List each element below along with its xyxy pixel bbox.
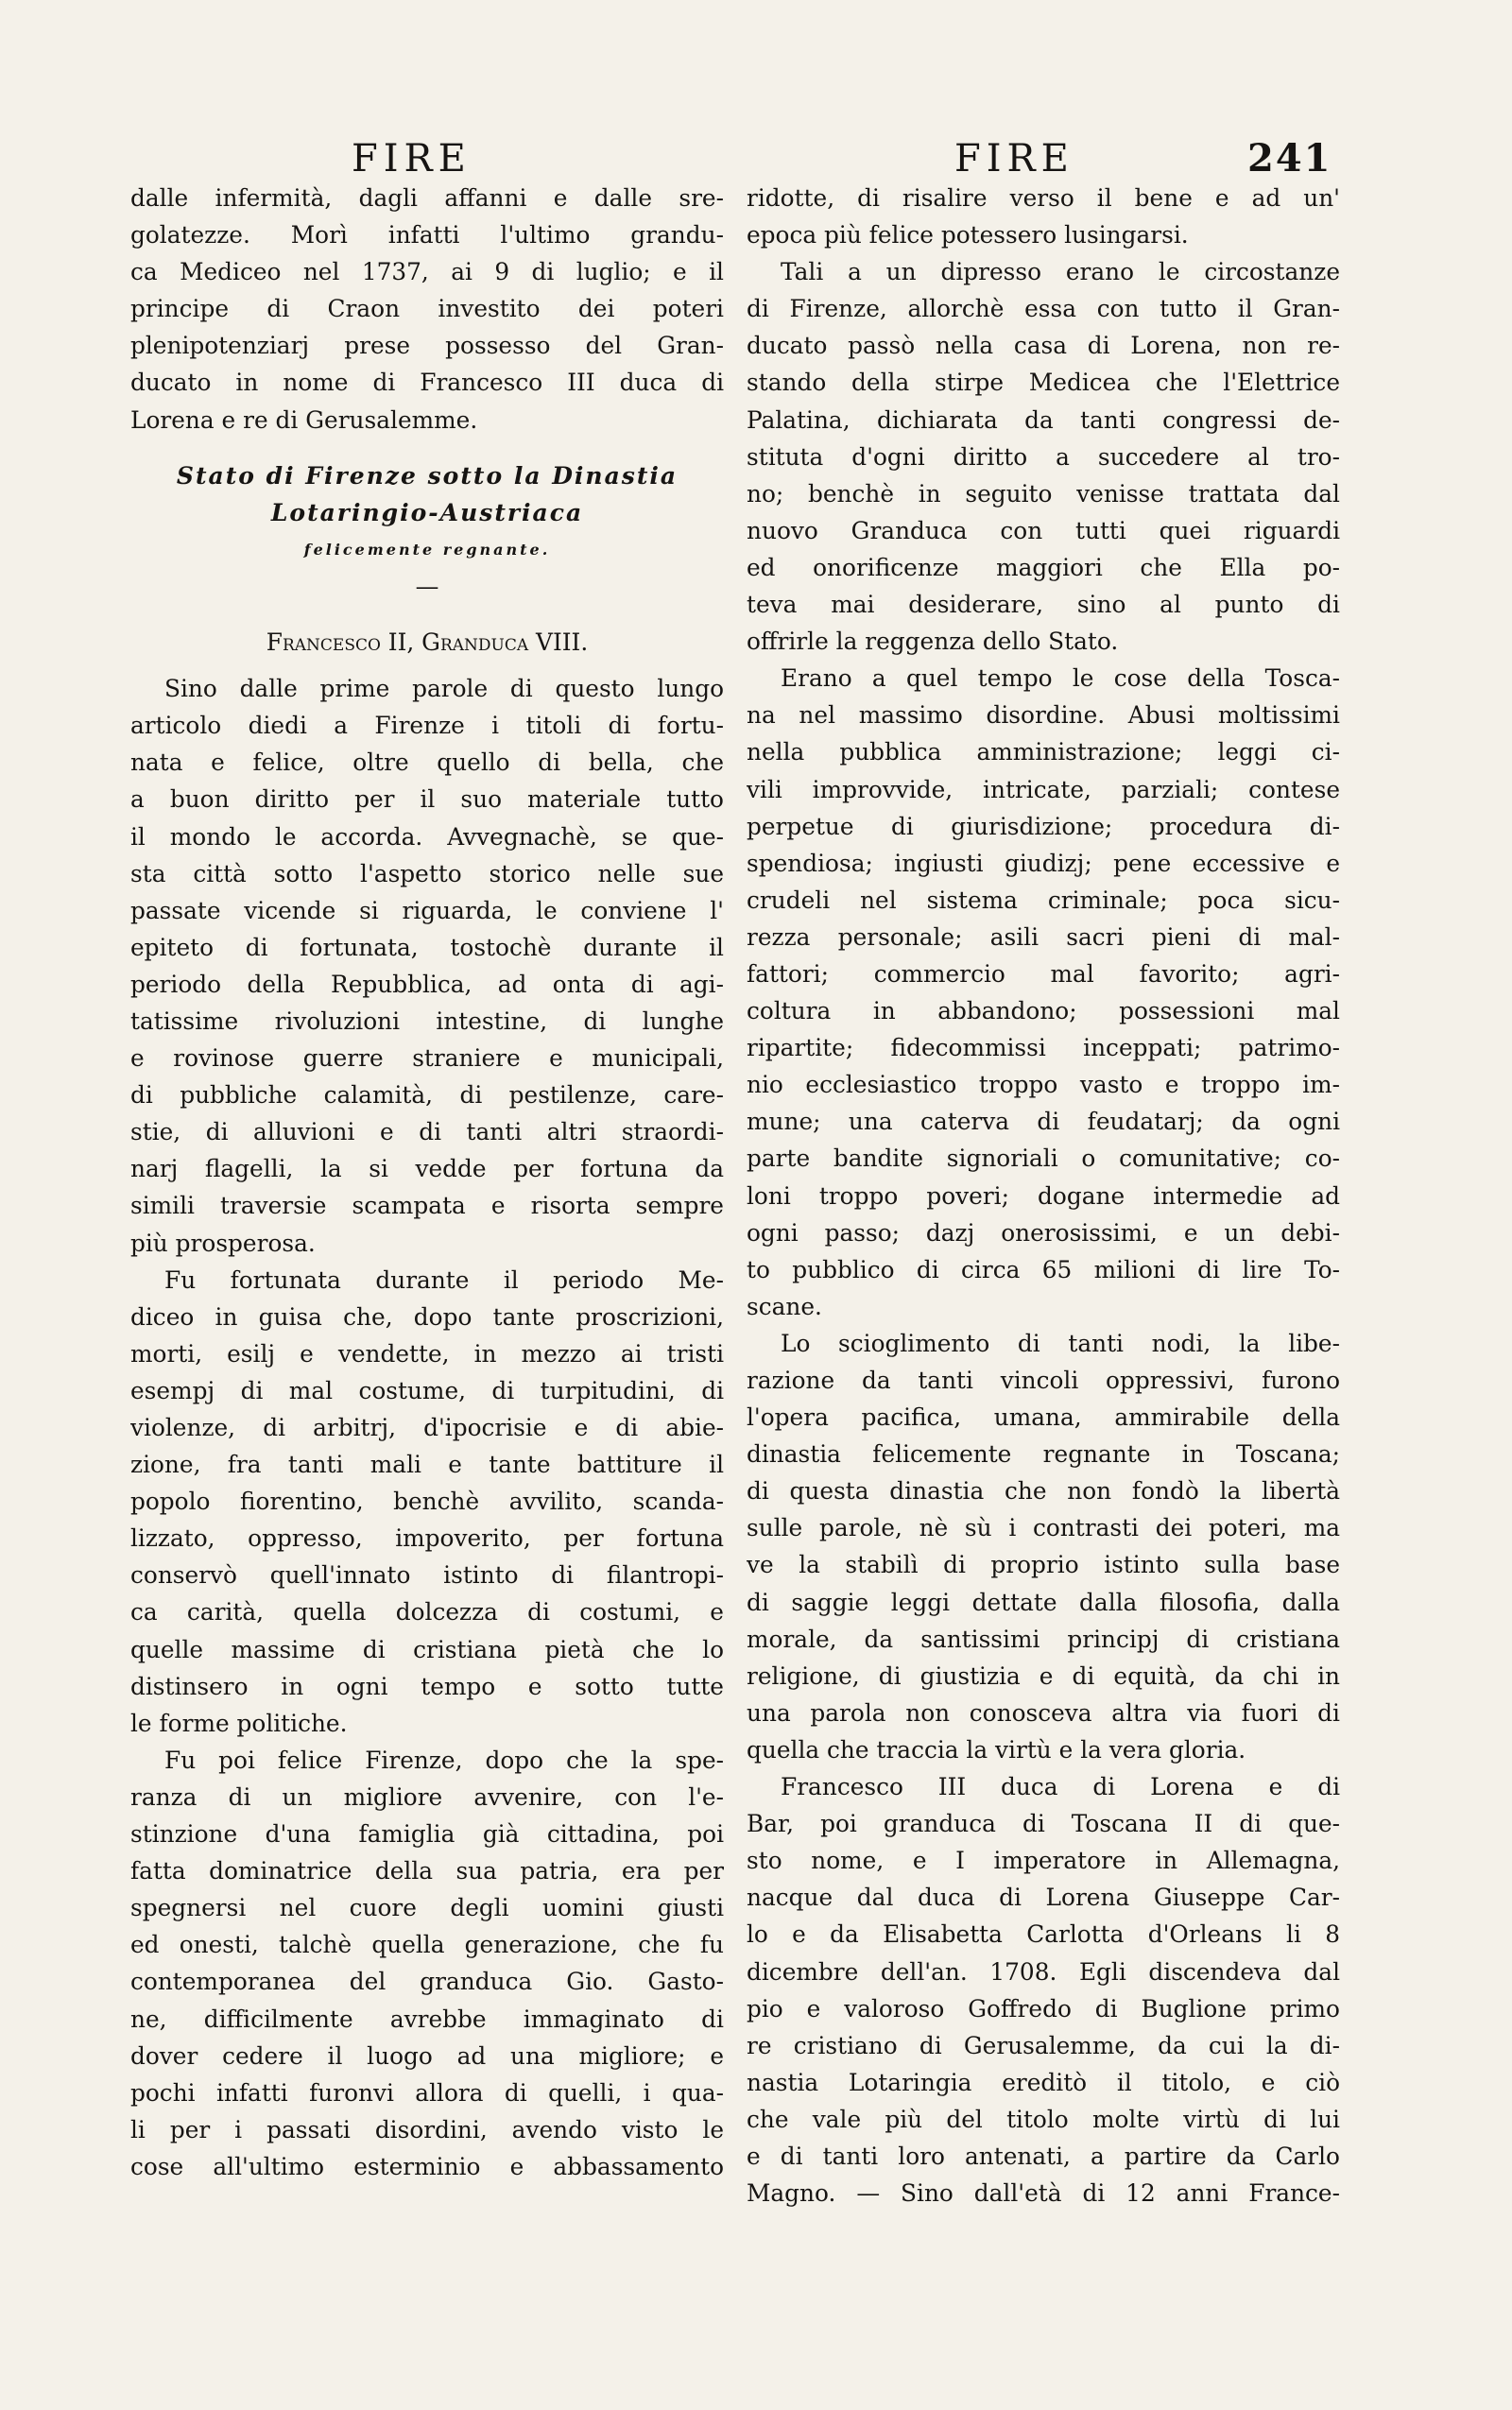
paragraph-line: perpetue di giurisdizione; procedura di- <box>747 812 1340 840</box>
paragraph-line: articolo diedi a Firenze i titoli di fortu- <box>130 712 724 740</box>
paragraph-line: il mondo le accorda. Avvegnachè, se que- <box>130 822 724 851</box>
paragraph-line: teva mai desiderare, sino al punto di <box>747 591 1340 619</box>
paragraph-line: fattori; commercio mal favorito; agri- <box>747 959 1340 988</box>
paragraph-line: conservò quell'innato istinto di filantropi- <box>130 1561 724 1590</box>
paragraph-line: Tali a un dipresso erano le circostanze <box>781 258 1340 286</box>
paragraph-line: ranza di un migliore avvenire, con l'e- <box>130 1782 724 1811</box>
paragraph-line: le forme politiche. <box>130 1709 348 1737</box>
paragraph-line: ed onorificenze maggiori che Ella po- <box>747 553 1340 581</box>
paragraph-line: Erano a quel tempo le cose della Tosca- <box>781 664 1340 693</box>
paragraph-line: scane. <box>747 1292 822 1320</box>
paragraph-line: re cristiano di Gerusalemme, da cui la di- <box>747 2031 1340 2059</box>
paragraph-line: ridotte, di risalire verso il bene e ad un' <box>747 184 1340 212</box>
paragraph-line: Lo scioglimento di tanti nodi, la libe- <box>781 1329 1340 1357</box>
paragraph-line: morale, da santissimi principj di cristiana <box>747 1625 1340 1653</box>
paragraph-line: li per i passati disordini, avendo visto le <box>130 2115 724 2143</box>
paragraph-line: più prosperosa. <box>130 1229 316 1257</box>
paragraph-line: offrirle la reggenza dello Stato. <box>747 628 1119 656</box>
paragraph-line: tatissime rivoluzioni intestine, di lunghe <box>130 1007 724 1035</box>
text-line: plenipotenziarj prese possesso del Gran- <box>130 332 724 360</box>
paragraph-line: narj flagelli, la si vedde per fortuna da <box>130 1155 724 1183</box>
paragraph-line: sulle parole, nè sù i contrasti dei poteri, ma <box>747 1514 1340 1542</box>
paragraph-line: na nel massimo disordine. Abusi moltissimi <box>747 701 1340 730</box>
paragraph-line: to pubblico di circa 65 milioni di lire To- <box>747 1255 1340 1283</box>
left-running-head: FIRE <box>352 137 472 181</box>
paragraph-line: sto nome, e I imperatore in Allemagna, <box>747 1847 1340 1875</box>
paragraph-line: spendiosa; ingiusti giudizj; pene eccessive e <box>747 849 1340 877</box>
text-line: ca Mediceo nel 1737, ai 9 di luglio; e il <box>130 258 724 286</box>
paragraph-line: di Firenze, allorchè essa con tutto il Gran- <box>747 295 1340 323</box>
paragraph-line: e di tanti loro antenati, a partire da Carlo <box>747 2142 1340 2170</box>
section-dash: — <box>415 572 439 600</box>
paragraph-line: nata e felice, oltre quello di bella, che <box>130 749 724 777</box>
paragraph-line: nacque dal duca di Lorena Giuseppe Car- <box>747 1884 1340 1912</box>
paragraph-line: spegnersi nel cuore degli uomini giusti <box>130 1894 724 1922</box>
paragraph-line: quelle massime di cristiana pietà che lo <box>130 1635 724 1663</box>
text-line: dalle infermità, dagli affanni e dalle sre- <box>130 184 724 212</box>
paragraph-line: nella pubblica amministrazione; leggi ci- <box>747 738 1340 766</box>
paragraph-line: ripartite; fidecommissi inceppati; patrimo- <box>747 1034 1340 1062</box>
paragraph-line: sta città sotto l'aspetto storico nelle sue <box>130 859 724 887</box>
paragraph-line: rezza personale; asili sacri pieni di mal- <box>747 922 1340 951</box>
paragraph-line: ed onesti, talchè quella generazione, che fu <box>130 1931 724 1959</box>
paragraph-line: zione, fra tanti mali e tante battiture il <box>130 1451 724 1479</box>
paragraph-line: Magno. — Sino dall'età di 12 anni France- <box>747 2179 1340 2208</box>
left-column <box>130 180 724 2185</box>
paragraph-line: lo e da Elisabetta Carlotta d'Orleans li 8 <box>747 1920 1340 1949</box>
paragraph-line: dicembre dell'an. 1708. Egli discendeva dal <box>747 1957 1340 1986</box>
paragraph-line: Bar, poi granduca di Toscana II di que- <box>747 1810 1340 1838</box>
paragraph-line: popolo fiorentino, benchè avvilito, scanda- <box>130 1488 724 1516</box>
paragraph-line: nuovo Granduca con tutti quei riguardi <box>747 516 1340 544</box>
text-line: principe di Craon investito dei poteri <box>130 295 724 323</box>
paragraph-line: nio ecclesiastico troppo vasto e troppo im- <box>747 1071 1340 1099</box>
paragraph-line: coltura in abbandono; possessioni mal <box>747 997 1340 1025</box>
paragraph-line: lizzato, oppresso, impoverito, per fortuna <box>130 1524 724 1553</box>
paragraph-line: che vale più del titolo molte virtù di lui <box>747 2105 1340 2133</box>
paragraph-line: violenze, di arbitrj, d'ipocrisie e di abie- <box>130 1414 724 1441</box>
paragraph-line: stituta d'ogni diritto a succedere al tro- <box>747 442 1340 471</box>
paragraph-line: di questa dinastia che non fondò la libertà <box>747 1477 1340 1506</box>
paragraph-line: no; benchè in seguito venisse trattata dal <box>747 479 1340 508</box>
paragraph-line: Palatina, dichiarata da tanti congressi de- <box>747 405 1340 434</box>
paragraph-line: ca carità, quella dolcezza di costumi, e <box>130 1598 724 1627</box>
spacer <box>130 661 724 670</box>
spacer <box>130 605 724 624</box>
paragraph-line: esempj di mal costume, di turpitudini, di <box>130 1376 724 1404</box>
spacer <box>130 439 724 457</box>
paragraph-line: Fu poi felice Firenze, dopo che la spe- <box>164 1746 724 1774</box>
section-subtitle: Francesco II, Granduca VIII. <box>266 628 589 657</box>
paragraph-line: quella che traccia la virtù e la vera gloria. <box>747 1735 1246 1764</box>
paragraph-line: vili improvvide, intricate, parziali; contese <box>747 775 1340 803</box>
paragraph-line: di saggie leggi dettate dalla filosofia, dalla <box>747 1588 1340 1616</box>
paragraph-line: epiteto di fortunata, tostochè durante il <box>130 933 724 961</box>
paragraph-line: Francesco III duca di Lorena e di <box>781 1773 1340 1801</box>
paragraph-line: dover cedere il luogo ad una migliore; e <box>130 2041 724 2070</box>
section-title-line-2: Lotaringio-Austriaca <box>270 498 584 526</box>
text-line: ducato in nome di Francesco III duca di <box>130 369 724 397</box>
paragraph-line: cose all'ultimo esterminio e abbassamento <box>130 2152 724 2180</box>
paragraph-line: crudeli nel sistema criminale; poca sicu- <box>747 886 1340 914</box>
right-running-head: FIRE <box>954 137 1074 181</box>
paragraph-line: fatta dominatrice della sua patria, era per <box>130 1857 724 1885</box>
paragraph-line: una parola non conosceva altra via fuori di <box>747 1698 1340 1727</box>
paragraph-line: pio e valoroso Goffredo di Buglione primo <box>747 1994 1340 2023</box>
right-column <box>747 180 1340 2212</box>
section-title-line-3: felicemente regnante. <box>303 540 551 559</box>
page-number: 241 <box>1247 136 1332 181</box>
paragraph-line: diceo in guisa che, dopo tante proscrizioni, <box>130 1302 724 1331</box>
paragraph-line: pochi infatti furonvi allora di quelli, i qua- <box>130 2078 724 2107</box>
paragraph-line: ve la stabilì di proprio istinto sulla base <box>747 1551 1340 1579</box>
paragraph-line: parte bandite signoriali o comunitative; co- <box>747 1145 1340 1173</box>
paragraph-line: e rovinose guerre straniere e municipali, <box>130 1044 724 1073</box>
paragraph-line: passate vicende si riguarda, le conviene l' <box>130 896 724 924</box>
paragraph-line: Fu fortunata durante il periodo Me- <box>164 1265 724 1294</box>
paragraph-line: Sino dalle prime parole di questo lungo <box>164 675 724 703</box>
paragraph-line: ducato passò nella casa di Lorena, non re- <box>747 332 1340 360</box>
text-line: golatezze. Morì infatti l'ultimo grandu- <box>130 221 724 250</box>
paragraph-line: morti, esilj e vendette, in mezzo ai tristi <box>130 1339 724 1368</box>
paragraph-line: di pubbliche calamità, di pestilenze, care- <box>130 1081 724 1110</box>
paragraph-line: a buon diritto per il suo materiale tutto <box>130 785 724 814</box>
paragraph-line: religione, di giustizia e di equità, da chi in <box>747 1661 1340 1690</box>
paragraph-line: l'opera pacifica, umana, ammirabile della <box>747 1403 1340 1432</box>
section-title-line-1: Stato di Firenze sotto la Dinastia <box>176 461 679 490</box>
paragraph-line: simili traversie scampata e risorta sempre <box>130 1192 724 1220</box>
paragraph-line: distinsero in ogni tempo e sotto tutte <box>130 1672 724 1700</box>
paragraph-line: razione da tanti vincoli oppressivi, furono <box>747 1367 1340 1394</box>
paragraph-line: ne, difficilmente avrebbe immaginato di <box>130 2005 724 2033</box>
paragraph-line: ogni passo; dazj onerosissimi, e un debi- <box>747 1218 1340 1247</box>
paragraph-line: contemporanea del granduca Gio. Gasto- <box>130 1968 724 1996</box>
paragraph-line: nastia Lotaringia ereditò il titolo, e ciò <box>747 2068 1340 2096</box>
paragraph-line: stinzione d'una famiglia già cittadina, poi <box>130 1820 724 1849</box>
paragraph-line: epoca più felice potessero lusingarsi. <box>747 221 1189 250</box>
text-line: Lorena e re di Gerusalemme. <box>130 405 478 434</box>
paragraph-line: stando della stirpe Medicea che l'Elettrice <box>747 369 1340 397</box>
paragraph-line: mune; una caterva di feudatarj; da ogni <box>747 1108 1340 1136</box>
paragraph-line: periodo della Repubblica, ad onta di agi- <box>130 970 724 998</box>
paragraph-line: dinastia felicemente regnante in Toscana; <box>747 1440 1340 1469</box>
paragraph-line: loni troppo poveri; dogane intermedie ad <box>747 1181 1340 1210</box>
paragraph-line: stie, di alluvioni e di tanti altri straordi- <box>130 1118 724 1146</box>
